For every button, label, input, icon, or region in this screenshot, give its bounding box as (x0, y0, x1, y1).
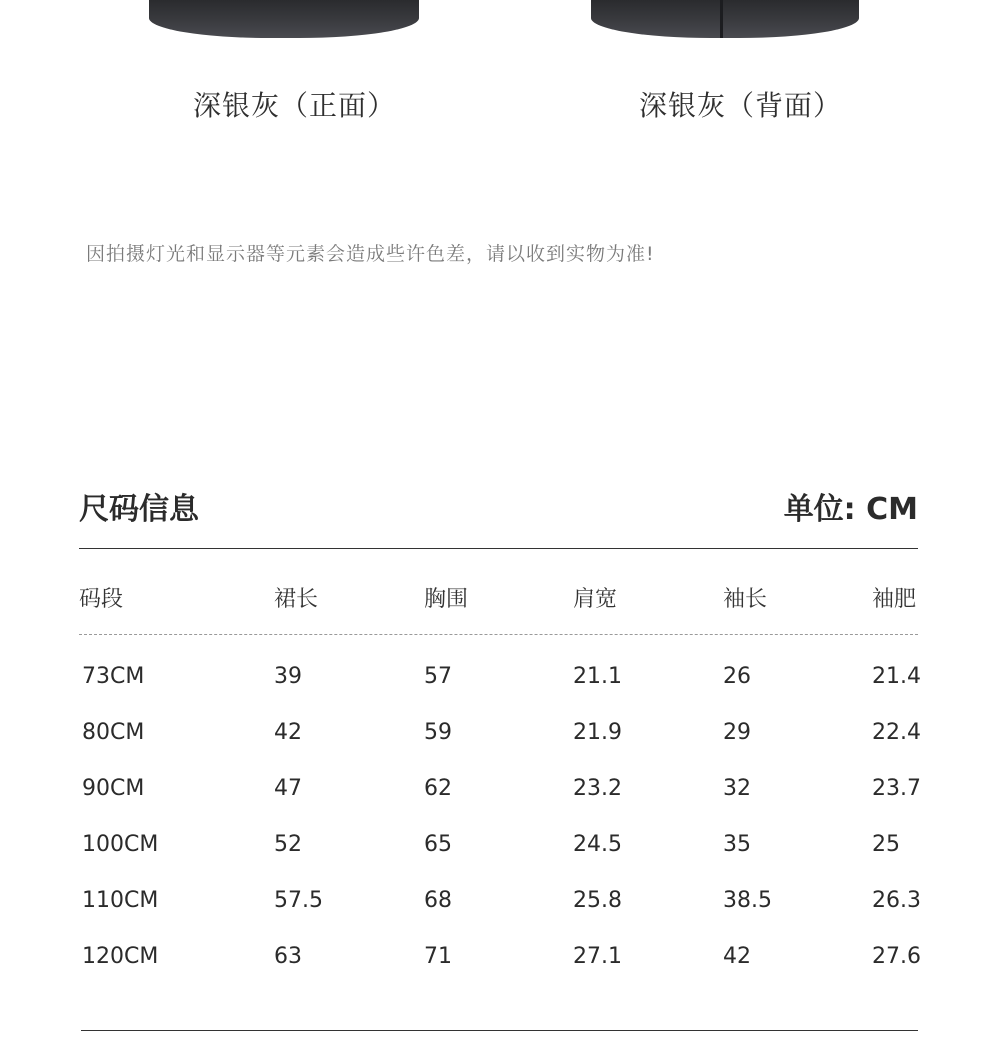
header-sleeve-width: 袖肥 (872, 587, 917, 612)
header-sleeve-length: 袖长 (723, 587, 768, 612)
table-bottom-rule (81, 1030, 918, 1031)
header-size: 码段 (79, 587, 124, 612)
cell-sleeve-length: 29 (723, 720, 751, 745)
caption-back: 深银灰（背面） (639, 89, 843, 122)
cell-size: 100CM (82, 832, 159, 857)
cell-shoulder: 21.9 (573, 720, 622, 745)
cell-shoulder: 27.1 (573, 944, 622, 969)
cell-chest: 71 (424, 944, 452, 969)
cell-size: 110CM (82, 888, 159, 913)
cell-dress-length: 47 (274, 776, 302, 801)
table-row (0, 832, 1000, 866)
table-row (0, 888, 1000, 922)
cell-shoulder: 25.8 (573, 888, 622, 913)
table-row (0, 776, 1000, 810)
table-top-rule (79, 548, 918, 549)
cell-chest: 65 (424, 832, 452, 857)
unit-label: 单位: CM (783, 492, 918, 527)
table-row (0, 720, 1000, 754)
cell-dress-length: 52 (274, 832, 302, 857)
cell-dress-length: 39 (274, 664, 302, 689)
header-dress-length: 裙长 (274, 587, 319, 612)
back-seam (720, 0, 723, 38)
color-disclaimer: 因拍摄灯光和显示器等元素会造成些许色差，请以收到实物为准! (86, 243, 655, 265)
cell-dress-length: 63 (274, 944, 302, 969)
cell-shoulder: 24.5 (573, 832, 622, 857)
cell-chest: 62 (424, 776, 452, 801)
cell-sleeve-length: 32 (723, 776, 751, 801)
cell-size: 90CM (82, 776, 145, 801)
cell-size: 80CM (82, 720, 145, 745)
cell-size: 120CM (82, 944, 159, 969)
cell-sleeve-width: 21.4 (872, 664, 921, 689)
cell-sleeve-length: 38.5 (723, 888, 772, 913)
cell-shoulder: 21.1 (573, 664, 622, 689)
cell-sleeve-length: 35 (723, 832, 751, 857)
cell-sleeve-length: 42 (723, 944, 751, 969)
cell-dress-length: 57.5 (274, 888, 323, 913)
size-table-header (0, 582, 1000, 616)
cell-sleeve-length: 26 (723, 664, 751, 689)
cell-chest: 68 (424, 888, 452, 913)
cell-sleeve-width: 23.7 (872, 776, 921, 801)
header-shoulder: 肩宽 (573, 587, 618, 612)
cell-chest: 59 (424, 720, 452, 745)
cell-sleeve-width: 26.3 (872, 888, 921, 913)
cell-sleeve-width: 27.6 (872, 944, 921, 969)
table-row (0, 664, 1000, 698)
header-chest: 胸围 (424, 587, 469, 612)
cell-shoulder: 23.2 (573, 776, 622, 801)
caption-front: 深银灰（正面） (193, 89, 397, 122)
size-info-title: 尺码信息 (79, 492, 199, 527)
product-photo-back (591, 0, 859, 38)
cell-dress-length: 42 (274, 720, 302, 745)
cell-sleeve-width: 25 (872, 832, 900, 857)
cell-sleeve-width: 22.4 (872, 720, 921, 745)
cell-chest: 57 (424, 664, 452, 689)
header-divider (79, 634, 918, 635)
table-row (0, 944, 1000, 978)
cell-size: 73CM (82, 664, 145, 689)
product-photo-front (149, 0, 419, 38)
